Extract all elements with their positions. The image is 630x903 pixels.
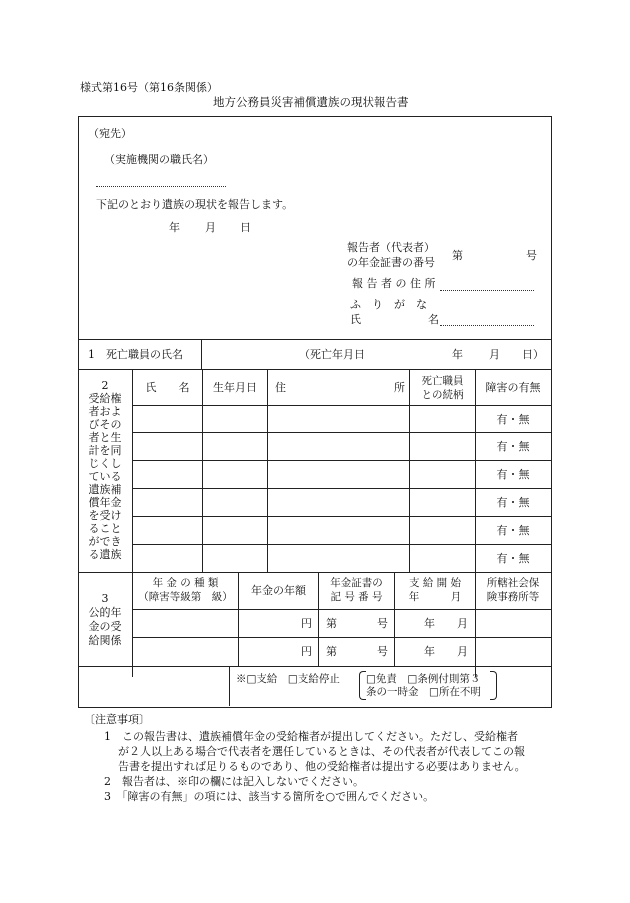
divider — [132, 516, 551, 517]
death-year: 年 — [452, 348, 463, 361]
bracket-left — [359, 671, 366, 700]
death-day: 日） — [522, 348, 544, 361]
addressee: （宛先） — [88, 127, 132, 140]
name-shi: 氏 — [350, 313, 361, 326]
sec3-label-1: 公的年 — [88, 606, 122, 619]
col-name-header: 氏 名 — [145, 381, 190, 394]
sec2-label-2: 者およ — [88, 405, 122, 418]
divider — [201, 339, 202, 369]
notes-heading: 〔注意事項〕 — [84, 713, 150, 726]
name-mei: 名 — [428, 313, 439, 326]
sec2-number: 2 — [101, 379, 109, 392]
sec2-label-9: 償年金 — [88, 496, 122, 509]
divider — [132, 432, 551, 433]
divider — [132, 609, 551, 610]
agency-head-line[interactable] — [96, 186, 226, 187]
reporter-cert-label-1: 報告者（代表者） — [347, 241, 435, 254]
sec2-label-13: る遺族 — [88, 548, 122, 561]
date-day: 日 — [240, 221, 251, 234]
bracket-right — [490, 671, 497, 700]
date-year: 年 — [169, 221, 180, 234]
col-address-header-a: 住 — [275, 381, 286, 394]
amount-yen: 円 — [301, 617, 312, 630]
cert-go: 号 — [526, 249, 537, 262]
divider — [267, 369, 268, 572]
agency-head-label: （実施機関の職氏名） — [104, 153, 214, 166]
sec2-label-7: ている — [88, 470, 122, 483]
divider — [132, 369, 133, 677]
pension-cert-header-1: 年金証書の — [330, 577, 383, 589]
official-use-option-2: 条の一時金 □所在不明 — [366, 686, 481, 698]
col-relation-header-2: との続柄 — [421, 389, 464, 401]
death-month: 月 — [489, 348, 500, 361]
sec2-label-12: ができ — [88, 535, 122, 548]
payment-start-header-1: 支 給 開 始 — [408, 577, 461, 589]
note-1-line-2: が２人以上ある場合で代表者を選任しているときは、その代表者が代表してこの報 — [118, 745, 525, 758]
official-use-option-1: □免責 □条例付則第３ — [366, 673, 481, 685]
divider — [132, 460, 551, 461]
cert-dai: 第 — [326, 617, 337, 630]
sec3-label-3: 給関係 — [88, 634, 122, 647]
intro-text: 下記のとおり遺族の現状を報告します。 — [96, 198, 294, 211]
disability-choice[interactable]: 有・無 — [496, 440, 530, 453]
death-date-label: （死亡年月日 — [299, 348, 365, 361]
sec2-label-8: 遺族補 — [88, 483, 122, 496]
col-address-header-b: 所 — [394, 381, 405, 394]
office-header-1: 所轄社会保 — [486, 577, 540, 589]
sec2-label-10: を受け — [88, 509, 122, 522]
divider — [132, 405, 551, 406]
sec2-label-1: 受給権 — [88, 392, 122, 405]
sec2-label-11: ること — [88, 522, 122, 535]
sec2-label-4: 者と生 — [88, 431, 122, 444]
sec1-label: 1 死亡職員の氏名 — [88, 348, 183, 361]
start-year: 年 — [424, 645, 435, 658]
disability-choice[interactable]: 有・無 — [496, 468, 530, 481]
divider — [229, 666, 230, 706]
sec2-label-5: 計を同 — [88, 444, 122, 457]
reporter-address-label: 報 告 者 の 住 所 — [352, 277, 436, 290]
cert-go: 号 — [377, 617, 388, 630]
divider — [78, 572, 551, 573]
col-disability-header: 障害の有無 — [485, 381, 541, 394]
official-use-status: ※□支給 □支給停止 — [236, 673, 340, 685]
disability-choice[interactable]: 有・無 — [496, 552, 530, 565]
pension-amount-header: 年金の年額 — [251, 584, 306, 597]
note-3: 3 「障害の有無」の項には、該当する箇所を○で囲んでください。 — [104, 790, 435, 803]
start-month: 月 — [457, 645, 468, 658]
divider — [78, 339, 551, 340]
divider — [132, 544, 551, 545]
note-1-line-3: 告書を提出すれば足りるものであり、他の受給権者は提出する必要はありません。 — [118, 760, 526, 773]
pension-type-header-2: （障害等級第 級） — [138, 591, 233, 603]
furigana-label: ふ り が な — [350, 298, 427, 311]
pension-cert-header-2: 記 号 番 号 — [330, 591, 383, 603]
disability-choice[interactable]: 有・無 — [496, 413, 530, 426]
payment-start-header-2: 年 月 — [408, 591, 462, 603]
sec2-label-6: じくし — [88, 457, 122, 470]
divider — [132, 637, 551, 638]
reporter-name-line[interactable] — [440, 325, 534, 326]
note-2: 2 報告者は、※印の欄には記入しないでください。 — [104, 775, 364, 788]
cert-dai: 第 — [326, 645, 337, 658]
sec3-label-2: 金の受 — [88, 620, 122, 633]
divider — [132, 488, 551, 489]
sec2-label-3: びその — [88, 418, 122, 431]
office-header-2: 険事務所等 — [486, 591, 540, 603]
divider — [78, 369, 551, 370]
amount-yen: 円 — [301, 645, 312, 658]
date-month: 月 — [205, 221, 216, 234]
cert-dai: 第 — [452, 249, 463, 262]
start-year: 年 — [424, 617, 435, 630]
divider — [78, 666, 551, 667]
disability-choice[interactable]: 有・無 — [496, 496, 530, 509]
form-title: 地方公務員災害補償遺族の現状報告書 — [213, 95, 409, 109]
reporter-cert-label-2: の年金証書の番号 — [347, 256, 435, 269]
pension-type-header-1: 年 金 の 種 類 — [152, 577, 219, 589]
note-1-line-1: 1 この報告書は、遺族補償年金の受給権者が提出してください。ただし、受給権者 — [104, 730, 518, 743]
cert-go: 号 — [377, 645, 388, 658]
start-month: 月 — [457, 617, 468, 630]
col-birthdate-header: 生年月日 — [213, 381, 257, 394]
reporter-address-line[interactable] — [440, 290, 534, 291]
sec3-number: 3 — [101, 592, 109, 605]
divider — [202, 369, 203, 572]
disability-choice[interactable]: 有・無 — [496, 524, 530, 537]
col-relation-header-1: 死亡職員 — [421, 375, 464, 387]
form-number: 様式第16号（第16条関係） — [80, 81, 218, 94]
